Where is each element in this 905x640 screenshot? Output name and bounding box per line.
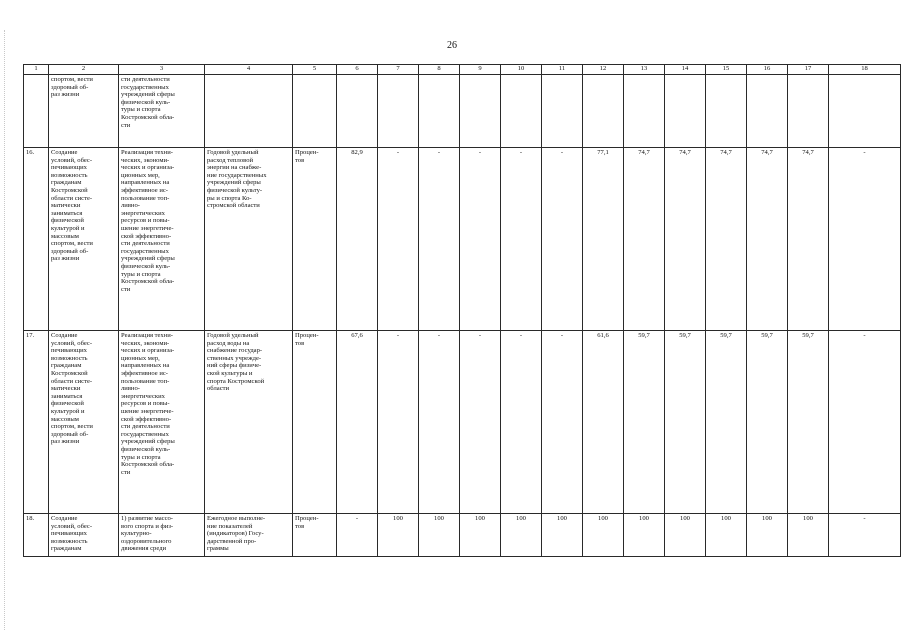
- value-cell: 100: [542, 514, 583, 557]
- goal-cell: Создание условий, обес- печивающих возможность гражданам: [49, 514, 119, 557]
- header-row: [24, 65, 901, 75]
- table-row: [24, 75, 901, 148]
- measure-cell: Реализация техни- ческих, экономи- ческих и организа- ционных мер, направленных на эффективное ис- пользование топ- ливно- энергетических ресурсов и повы- шение энергетиче- ской эффективно- сти деятельности государственных учреждений сферы физической куль- туры и спорта Костромской обла- сти: [119, 148, 205, 331]
- goal-cell: Создание условий, обес- печивающих возможность гражданам Костромской области систе- матически заниматься физической культурой и массовым спортом, вести здоровый об- раз жизни: [49, 148, 119, 331]
- value-cell: -: [829, 148, 901, 331]
- unit-cell: Процен- тов: [293, 331, 337, 514]
- table-row: [24, 331, 901, 514]
- page-number: 26: [447, 40, 457, 51]
- value-cell: 61,6: [583, 331, 624, 514]
- value-cell: -: [501, 331, 542, 514]
- value-cell: -: [460, 148, 501, 331]
- row-number-cell: 17.: [24, 331, 49, 514]
- value-cell: 82,9: [337, 148, 378, 331]
- value-cell: 100: [624, 514, 665, 557]
- indicator-table: [23, 64, 901, 557]
- row-number-cell: 18.: [24, 514, 49, 557]
- value-cell: [542, 75, 583, 148]
- value-cell: [624, 75, 665, 148]
- table-row: [24, 514, 901, 557]
- header-cell: 2: [49, 65, 119, 75]
- header-cell: 13: [624, 65, 665, 75]
- header-cell: 17: [788, 65, 829, 75]
- header-cell: 12: [583, 65, 624, 75]
- value-cell: 100: [706, 514, 747, 557]
- value-cell: 100: [460, 514, 501, 557]
- measure-cell: Реализация техни- ческих, экономи- ческих и организа- ционных мер, направленных на эффективное ис- пользование топ- ливно- энергетических ресурсов и повы- шение энергетиче- ской эффективно- сти деятельности государственных учреждений сферы физической куль- туры и спорта Костромской обла- сти: [119, 331, 205, 514]
- value-cell: 100: [747, 514, 788, 557]
- header-cell: 4: [205, 65, 293, 75]
- header-cell: 8: [419, 65, 460, 75]
- goal-cell: спортом, вести здоровый об- раз жизни: [49, 75, 119, 148]
- header-cell: 7: [378, 65, 419, 75]
- indicator-cell: Ежегодное выполне- ние показателей (индикаторов) Госу- дарственной про- граммы: [205, 514, 293, 557]
- value-cell: -: [419, 148, 460, 331]
- value-cell: -: [378, 148, 419, 331]
- value-cell: 74,7: [706, 148, 747, 331]
- measure-cell: сти деятельности государственных учреждений сферы физической куль- туры и спорта Костромской обла- сти: [119, 75, 205, 148]
- value-cell: -: [419, 331, 460, 514]
- value-cell: -: [542, 331, 583, 514]
- header-cell: 6: [337, 65, 378, 75]
- value-cell: [829, 75, 901, 148]
- row-number-cell: 16.: [24, 148, 49, 331]
- value-cell: -: [829, 514, 901, 557]
- value-cell: -: [542, 148, 583, 331]
- value-cell: -: [460, 331, 501, 514]
- header-cell: 14: [665, 65, 706, 75]
- header-cell: 16: [747, 65, 788, 75]
- value-cell: 59,7: [747, 331, 788, 514]
- value-cell: 100: [378, 514, 419, 557]
- value-cell: 59,7: [788, 331, 829, 514]
- value-cell: 100: [419, 514, 460, 557]
- indicator-cell: Годовой удельный расход тепловой энергии на снабже- ние государственных учреждений сферы физической культу- ры и спорта Ко- стромской области: [205, 148, 293, 331]
- value-cell: 100: [501, 514, 542, 557]
- header-cell: 18: [829, 65, 901, 75]
- value-cell: -: [829, 331, 901, 514]
- value-cell: [747, 75, 788, 148]
- indicator-cell: Годовой удельный расход воды на снабжение государ- ственных учрежде- ний сферы физиче- ской культуры и спорта Костромской области: [205, 331, 293, 514]
- indicator-cell: [205, 75, 293, 148]
- measure-cell: 1) развитие массо- вого спорта и физ- культурно- оздоровительного движения среди: [119, 514, 205, 557]
- value-cell: [788, 75, 829, 148]
- value-cell: 100: [788, 514, 829, 557]
- header-cell: 10: [501, 65, 542, 75]
- value-cell: 100: [583, 514, 624, 557]
- row-number-cell: [24, 75, 49, 148]
- value-cell: [501, 75, 542, 148]
- value-cell: [378, 75, 419, 148]
- value-cell: [337, 75, 378, 148]
- unit-cell: Процен- тов: [293, 148, 337, 331]
- value-cell: -: [378, 331, 419, 514]
- unit-cell: [293, 75, 337, 148]
- value-cell: 74,7: [788, 148, 829, 331]
- unit-cell: Процен- тов: [293, 514, 337, 557]
- header-cell: 5: [293, 65, 337, 75]
- value-cell: [460, 75, 501, 148]
- value-cell: 59,7: [706, 331, 747, 514]
- value-cell: 74,7: [747, 148, 788, 331]
- header-cell: 1: [24, 65, 49, 75]
- header-cell: 9: [460, 65, 501, 75]
- header-cell: 15: [706, 65, 747, 75]
- value-cell: 100: [665, 514, 706, 557]
- value-cell: 77,1: [583, 148, 624, 331]
- value-cell: [665, 75, 706, 148]
- value-cell: [419, 75, 460, 148]
- value-cell: [706, 75, 747, 148]
- table-row: [24, 148, 901, 331]
- header-cell: 3: [119, 65, 205, 75]
- value-cell: 59,7: [624, 331, 665, 514]
- value-cell: 74,7: [665, 148, 706, 331]
- value-cell: 59,7: [665, 331, 706, 514]
- header-cell: 11: [542, 65, 583, 75]
- value-cell: 67,6: [337, 331, 378, 514]
- value-cell: -: [337, 514, 378, 557]
- margin-dotted-line: [4, 30, 5, 630]
- value-cell: -: [501, 148, 542, 331]
- value-cell: 74,7: [624, 148, 665, 331]
- goal-cell: Создание условий, обес- печивающих возможность гражданам Костромской области систе- матически заниматься физической культурой и массовым спортом, вести здоровый об- раз жизни: [49, 331, 119, 514]
- value-cell: [583, 75, 624, 148]
